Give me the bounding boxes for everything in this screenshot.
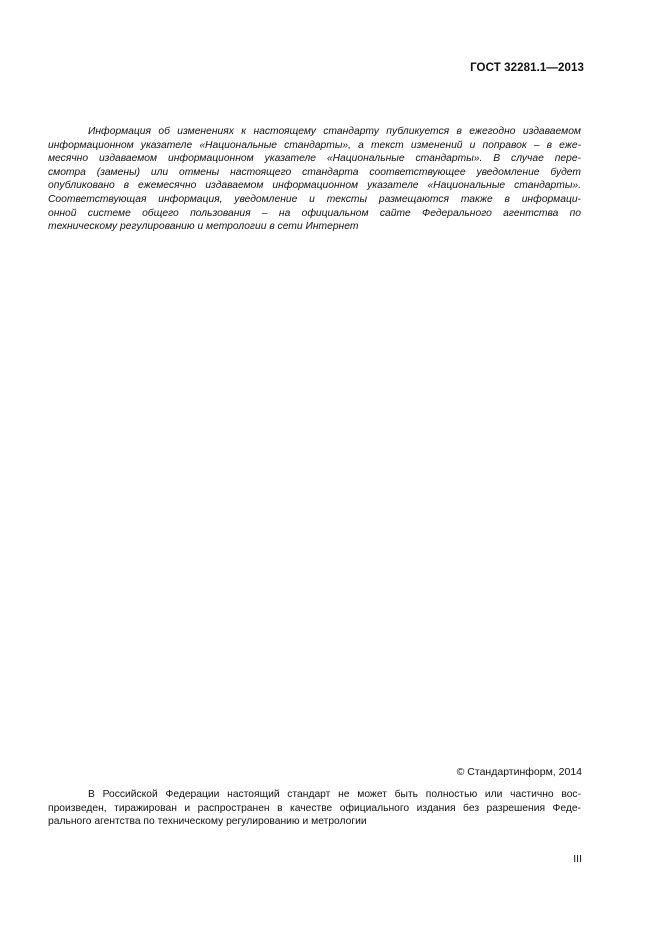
notice-line: информационном указателе «Национальные стандарты», а текст изменений и поправок – в еже- <box>48 139 581 151</box>
notice-line: месячно издаваемом информационном указателе «Национальные стандарты». В случае пере- <box>48 153 581 165</box>
notice-line: Информация об изменениях к настоящему стандарту публикуется в ежегодно издаваемом <box>88 126 581 137</box>
legal-line: рального агентства по техническому регулированию и метрологии <box>48 816 367 828</box>
page-number: III <box>573 853 582 865</box>
notice-line: опубликовано в ежемесячно издаваемом информационном указателе «Национальные стандарты». <box>48 180 581 192</box>
standard-code-header: ГОСТ 32281.1—2013 <box>470 62 584 74</box>
legal-line: В Российской Федерации настоящий стандарт не может быть полностью или частично вос- <box>88 789 581 800</box>
notice-line: Соответствующая информация, уведомление и тексты размещаются также в информаци- <box>48 193 581 205</box>
amendments-notice-paragraph <box>48 125 581 234</box>
notice-line: техническому регулированию и метрологии в сети Интернет <box>48 221 359 233</box>
copyright-notice: © Стандартинформ, 2014 <box>456 766 582 778</box>
legal-line: произведен, тиражирован и распространен в качестве официального издания без разрешения Феде- <box>48 802 581 814</box>
notice-line: онной системе общего пользования – на официальном сайте Федерального агентства по <box>48 207 581 219</box>
notice-line: смотра (замены) или отмены настоящего стандарта соответствующее уведомление будет <box>48 166 581 178</box>
reproduction-restriction-paragraph <box>48 788 581 829</box>
